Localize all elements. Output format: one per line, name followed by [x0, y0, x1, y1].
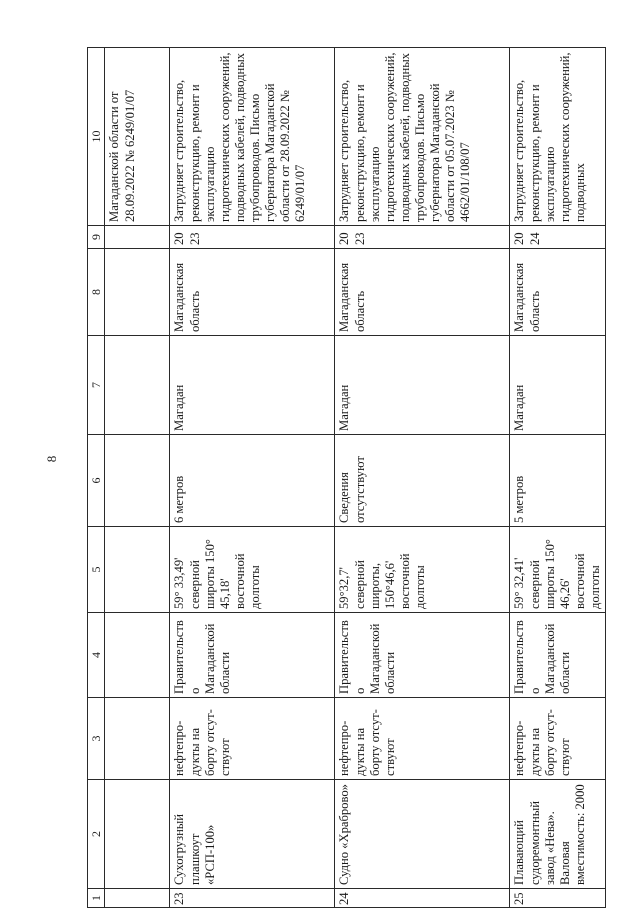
column-number-row — [88, 48, 105, 908]
owner: Правительство Магаданской области — [170, 613, 335, 698]
column-number: 6 — [88, 435, 105, 527]
region: Магаданская область — [335, 249, 510, 336]
table-cell — [105, 336, 170, 435]
coordinates: 59°32,7' северной широты, 150°46,6' восточной долготы — [335, 527, 510, 613]
depth: 6 метров — [170, 435, 335, 527]
year: 2024 — [510, 226, 606, 249]
column-number: 1 — [88, 889, 105, 908]
table-cell — [105, 889, 170, 908]
coordinates: 59° 32,41' северной широты 150° 46,26' восточной долготы — [510, 527, 606, 613]
continuation-note: Магаданской области от 28.09.2022 № 6249/01/07 — [105, 48, 170, 226]
owner: Правительство Магаданской области — [510, 613, 606, 698]
table-cell — [105, 527, 170, 613]
column-number: 5 — [88, 527, 105, 613]
owner: Правительство Магаданской области — [335, 613, 510, 698]
column-number: 4 — [88, 613, 105, 698]
column-number: 2 — [88, 780, 105, 889]
table-row — [170, 48, 335, 908]
vessels-table — [87, 47, 606, 908]
vessel-name: Сухогрузный плашкоут «РСП-100» — [170, 780, 335, 889]
table-cell — [105, 613, 170, 698]
row-number: 25 — [510, 889, 606, 908]
locality: Магадан — [170, 336, 335, 435]
year: 2023 — [335, 226, 510, 249]
locality: Магадан — [510, 336, 606, 435]
table-cell — [105, 780, 170, 889]
fuel-status: нефтепро-дукты на борту отсут-ствуют — [170, 698, 335, 780]
continuation-row — [105, 48, 170, 908]
column-number: 10 — [88, 48, 105, 226]
region: Магаданская область — [170, 249, 335, 336]
row-number: 23 — [170, 889, 335, 908]
column-number: 3 — [88, 698, 105, 780]
note: Затрудняет строительство, реконструкцию, ремонт и эксплуатацию гидротехнических сооружений, подводных кабелей, подводных трубопроводов. Письмо губернатора Магаданской области от 28.09.2022 № 6249/01/07 — [170, 48, 335, 226]
depth: Сведения отсутствуют — [335, 435, 510, 527]
rotated-table-scan — [87, 48, 602, 908]
depth: 5 метров — [510, 435, 606, 527]
note: Затрудняет строительство, реконструкцию, ремонт и эксплуатацию гидротехнических сооружений, подводных — [510, 48, 606, 226]
locality: Магадан — [335, 336, 510, 435]
table-cell — [105, 698, 170, 780]
table-cell — [105, 435, 170, 527]
column-number: 8 — [88, 249, 105, 336]
vessel-name: Плавающий судоремонтный завод «Нева». Валовая вместимость: 2000 — [510, 780, 606, 889]
column-number: 9 — [88, 226, 105, 249]
table-cell — [105, 249, 170, 336]
fuel-status: нефтепро-дукты на борту отсут-ствуют — [335, 698, 510, 780]
vessel-name: Судно «Храброво» — [335, 780, 510, 889]
table-row — [335, 48, 510, 908]
row-number: 24 — [335, 889, 510, 908]
column-number: 7 — [88, 336, 105, 435]
region: Магаданская область — [510, 249, 606, 336]
page-number: 8 — [44, 455, 59, 463]
fuel-status: нефтепро-дукты на борту отсут-ствуют — [510, 698, 606, 780]
table-cell — [105, 226, 170, 249]
coordinates: 59° 33,49' северной широты 150° 45,18' восточной долготы — [170, 527, 335, 613]
table-row — [510, 48, 606, 908]
note: Затрудняет строительство, реконструкцию, ремонт и эксплуатацию гидротехнических сооружений, подводных кабелей, подводных трубопроводов. Письмо губернатора Магаданской области от 05.07.2023 № 4662/01/108/07 — [335, 48, 510, 226]
rotated-table-frame — [87, 48, 602, 908]
year: 2023 — [170, 226, 335, 249]
